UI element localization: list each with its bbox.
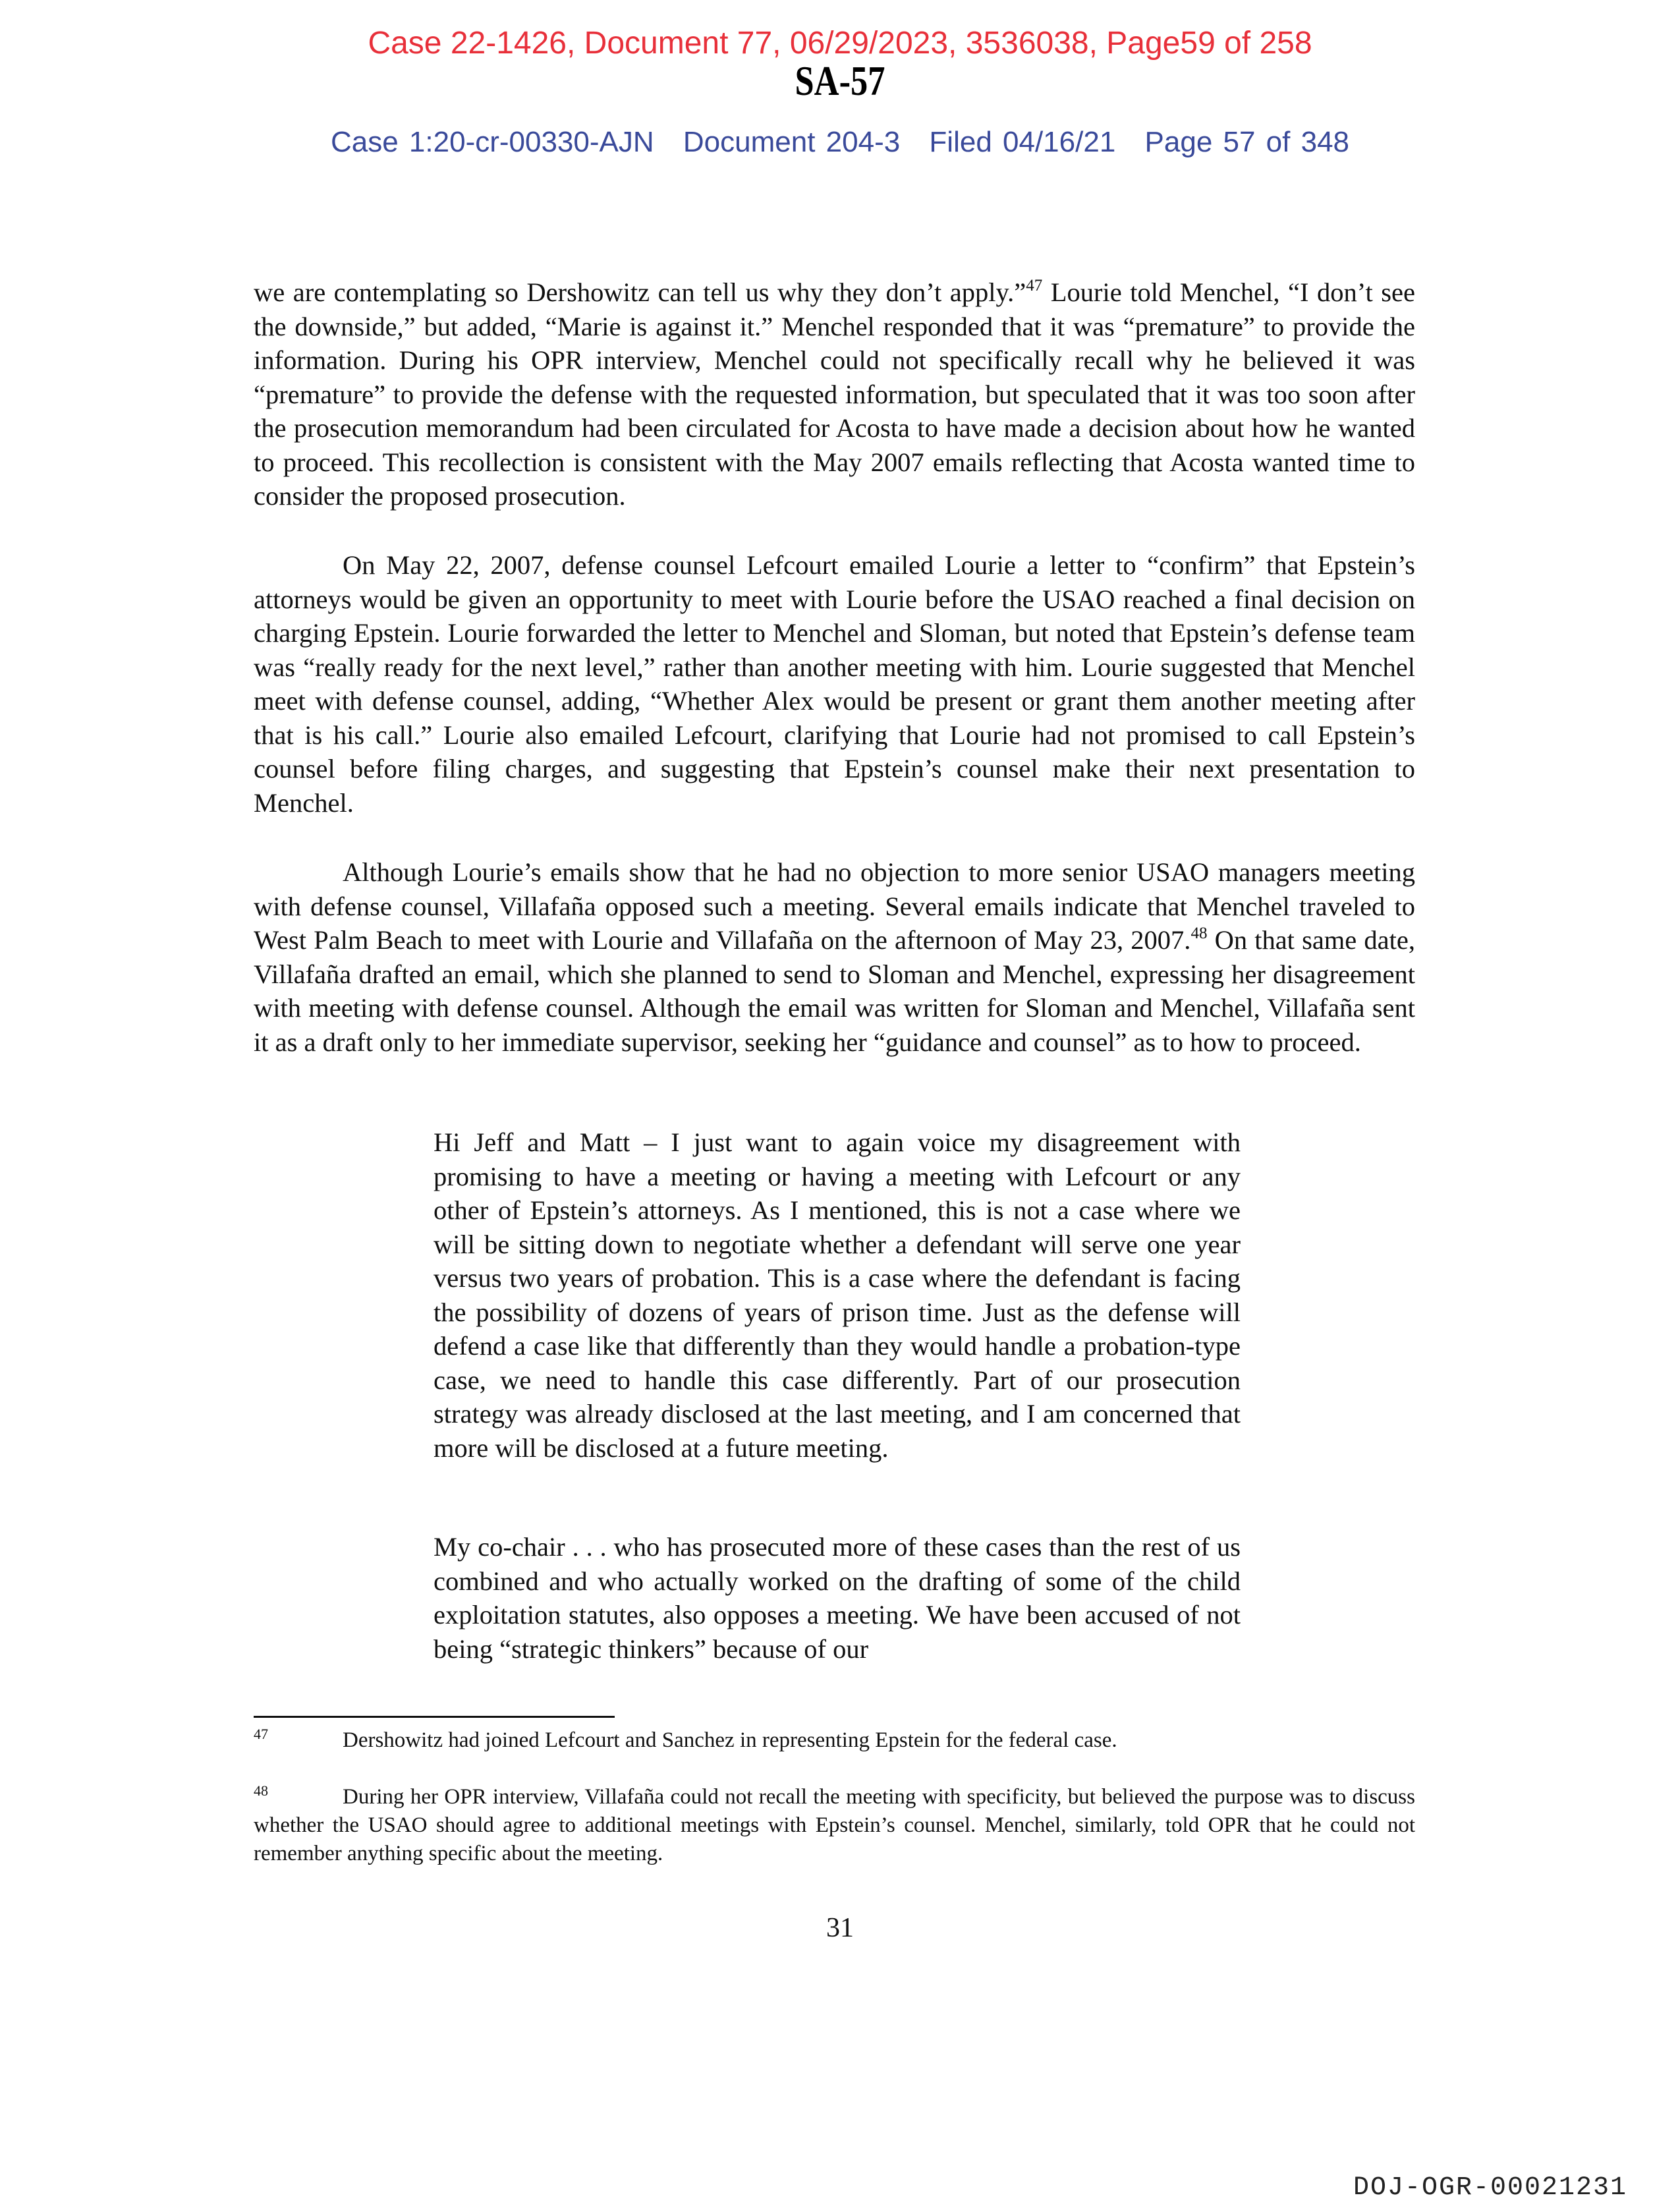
footnote-48: 48 During her OPR interview, Villafaña could not recall the meeting with specificity, but believed the purpose was to discuss whether the USAO should agree to additional meetings with Epstein’s counsel. Menchel, similarly, told OPR that he could not remember anything specific about the meeting. bbox=[254, 1782, 1415, 1865]
district-case-stamp bbox=[0, 125, 1680, 159]
block-quote-2 bbox=[434, 1530, 1241, 1666]
quoted-email-paragraph: My co-chair . . . who has prosecuted more of these cases than the rest of us combined and who actually worked on the drafting of some of the child exploitation statutes, also opposes a meeting. We have been accused of not being “strategic thinkers” because of our bbox=[434, 1532, 1241, 1664]
body-paragraph bbox=[254, 855, 1415, 1059]
block-quote-1 bbox=[434, 1125, 1241, 1465]
page-number: 31 bbox=[826, 1913, 854, 1943]
document-number: Document 204-3 bbox=[683, 126, 901, 158]
footnote-reference[interactable]: 48 bbox=[1190, 924, 1208, 942]
footnote-text: During her OPR interview, Villafaña could not recall the meeting with specificity, but believed the purpose was to discuss whether the USAO should agree to additional meetings with Epstein’s counsel. Menchel, similarly, told OPR that he could not remember anything specific about the meeting. bbox=[254, 1785, 1415, 1865]
case-number: Case 1:20-cr-00330-AJN bbox=[330, 126, 654, 158]
paragraph-text: Lourie told Menchel, “I don’t see the downside,” but added, “Marie is against it.” Menchel responded that it was “premature” to provide the information. During his OPR interview, Menchel could not specifically recall why he believed it was “premature” to provide the defense with the requested information, but speculated that it was too soon after the prosecution memorandum had been circulated for Acosta to have made a decision about how he wanted to proceed. This recollection is consistent with the May 2007 emails reflecting that Acosta wanted time to consider the proposed prosecution. bbox=[254, 277, 1415, 511]
paragraph-text: On that same date, Villafaña drafted an email, which she planned to send to Sloman and Menchel, expressing her disagreement with meeting with defense counsel. Although the email was written for Sloman and Menchel, Villafaña sent it as a draft only to her immediate supervisor, seeking her “guidance and counsel” as to how to proceed. bbox=[254, 925, 1415, 1057]
filed-date: Filed 04/16/21 bbox=[929, 126, 1116, 158]
paragraph-text: we are contemplating so Dershowitz can tell us why they don’t apply.” bbox=[254, 277, 1026, 307]
body-paragraph-1-container bbox=[254, 275, 1415, 513]
page-of-total: Page 57 of 348 bbox=[1144, 126, 1350, 158]
appellate-case-stamp: Case 22-1426, Document 77, 06/29/2023, 3536038, Page59 of 258 bbox=[368, 26, 1312, 61]
footnote-reference[interactable]: 47 bbox=[1026, 277, 1043, 295]
quoted-email-paragraph: Hi Jeff and Matt – I just want to again voice my disagreement with promising to have a meeting or having a meeting with Lefcourt or any other of Epstein’s attorneys. As I mentioned, this is not a case where we will be sitting down to negotiate whether a defendant will serve one year versus two years of probation. This is a case where the defendant is facing the possibility of dozens of years of prison time. Just as the defense will defend a case like that differently than they would handle a probation-type case, we need to handle this case differently. Part of our prosecution strategy was already disclosed at the last meeting, and I am concerned that more will be disclosed at a future meeting. bbox=[434, 1127, 1241, 1463]
footnote-divider bbox=[254, 1716, 615, 1718]
footnote-47: 47 Dershowitz had joined Lefcourt and Sanchez in representing Epstein for the federal case. bbox=[254, 1726, 1117, 1752]
footnote-text: Dershowitz had joined Lefcourt and Sanchez in representing Epstein for the federal case. bbox=[343, 1728, 1117, 1752]
body-paragraph-2-container bbox=[254, 548, 1415, 820]
appendix-label: SA-57 bbox=[795, 57, 885, 104]
body-paragraph: On May 22, 2007, defense counsel Lefcourt emailed Lourie a letter to “confirm” that Epstein’s attorneys would be given an opportunity to meet with Lourie before the USAO reached a final decision on charging Epstein. Lourie forwarded the letter to Menchel and Sloman, but noted that Epstein’s defense team was “really ready for the next level,” rather than another meeting with him. Lourie suggested that Menchel meet with defense counsel, adding, “Whether Alex would be present or grant them another meeting after that is his call.” Lourie also emailed Lefcourt, clarifying that Lourie had not promised to call Epstein’s counsel before filing charges, and suggesting that Epstein’s counsel make their next presentation to Menchel. bbox=[254, 550, 1415, 818]
body-paragraph-3-container bbox=[254, 855, 1415, 1059]
paragraph-text: Although Lourie’s emails show that he had no objection to more senior USAO managers meeting with defense counsel, Villafaña opposed such a meeting. Several emails indicate that Menchel traveled to West Palm Beach to meet with Lourie and Villafaña on the afternoon of May 23, 2007. bbox=[254, 857, 1415, 955]
bates-number: DOJ-OGR-00021231 bbox=[1353, 2173, 1627, 2203]
body-paragraph bbox=[254, 275, 1415, 513]
